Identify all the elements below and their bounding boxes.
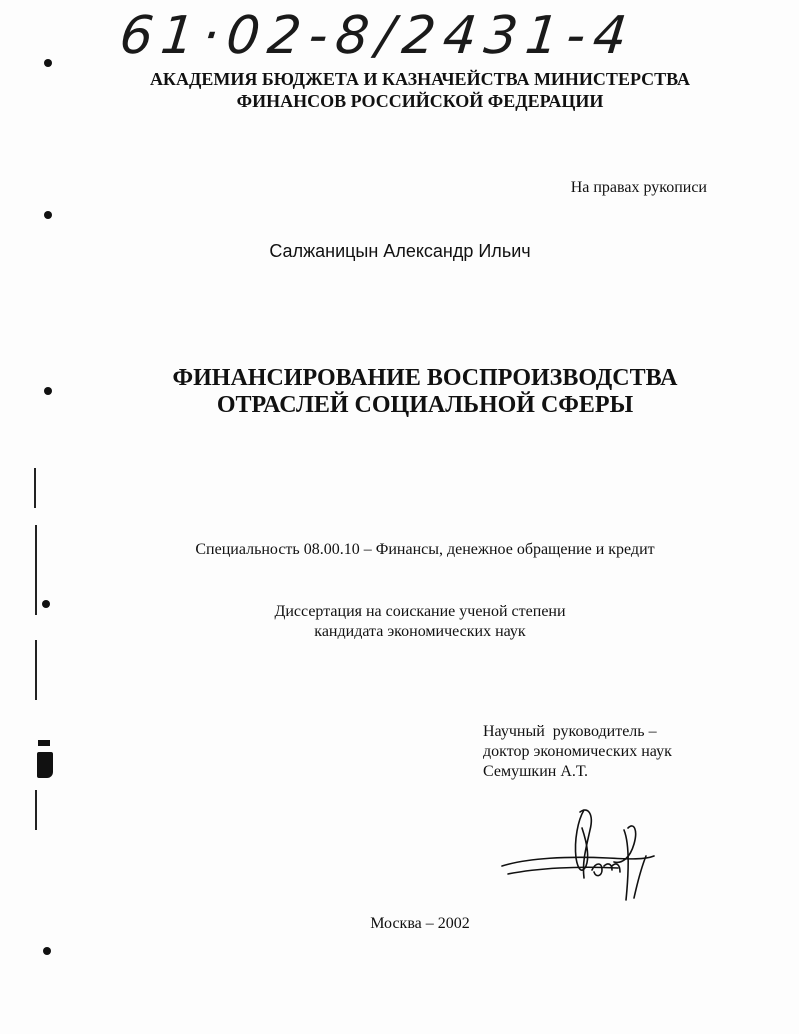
binding-edge-line: [35, 525, 37, 615]
binding-smudge: [38, 740, 50, 746]
supervisor-degree: доктор экономических наук: [483, 743, 672, 760]
binding-edge-line: [35, 640, 37, 700]
institution-name-line1: АКАДЕМИЯ БЮДЖЕТА И КАЗНАЧЕЙСТВА МИНИСТЕРСТВА: [149, 69, 691, 89]
institution-name-line2: ФИНАНСОВ РОССИЙСКОЙ ФЕДЕРАЦИИ: [236, 91, 604, 111]
manuscript-rights-notice: На правах рукописи: [570, 179, 707, 196]
binding-hole-mark: [44, 59, 52, 67]
binding-hole-mark: [44, 387, 52, 395]
binding-edge-line: [34, 468, 36, 508]
author-name: Салжаницын Александр Ильич: [269, 241, 531, 261]
binding-smudge: [37, 752, 53, 778]
supervisor-role: Научный руководитель –: [483, 723, 657, 740]
city-year: Москва – 2002: [370, 915, 470, 932]
specialty-line: Специальность 08.00.10 – Финансы, денежное обращение и кредит: [195, 541, 655, 558]
handwritten-signature: [498, 800, 658, 910]
handwritten-archive-number: 61·02-8/2431-4: [116, 6, 638, 66]
degree-statement-line2: кандидата экономических наук: [314, 623, 526, 640]
binding-hole-mark: [42, 600, 50, 608]
dissertation-title-line1: ФИНАНСИРОВАНИЕ ВОСПРОИЗВОДСТВА: [172, 365, 678, 391]
supervisor-name: Семушкин А.Т.: [483, 763, 589, 780]
degree-statement-line1: Диссертация на соискание ученой степени: [274, 603, 566, 620]
dissertation-title-line2: ОТРАСЛЕЙ СОЦИАЛЬНОЙ СФЕРЫ: [216, 392, 634, 418]
binding-hole-mark: [44, 211, 52, 219]
binding-hole-mark: [43, 947, 51, 955]
binding-edge-line: [35, 790, 37, 830]
